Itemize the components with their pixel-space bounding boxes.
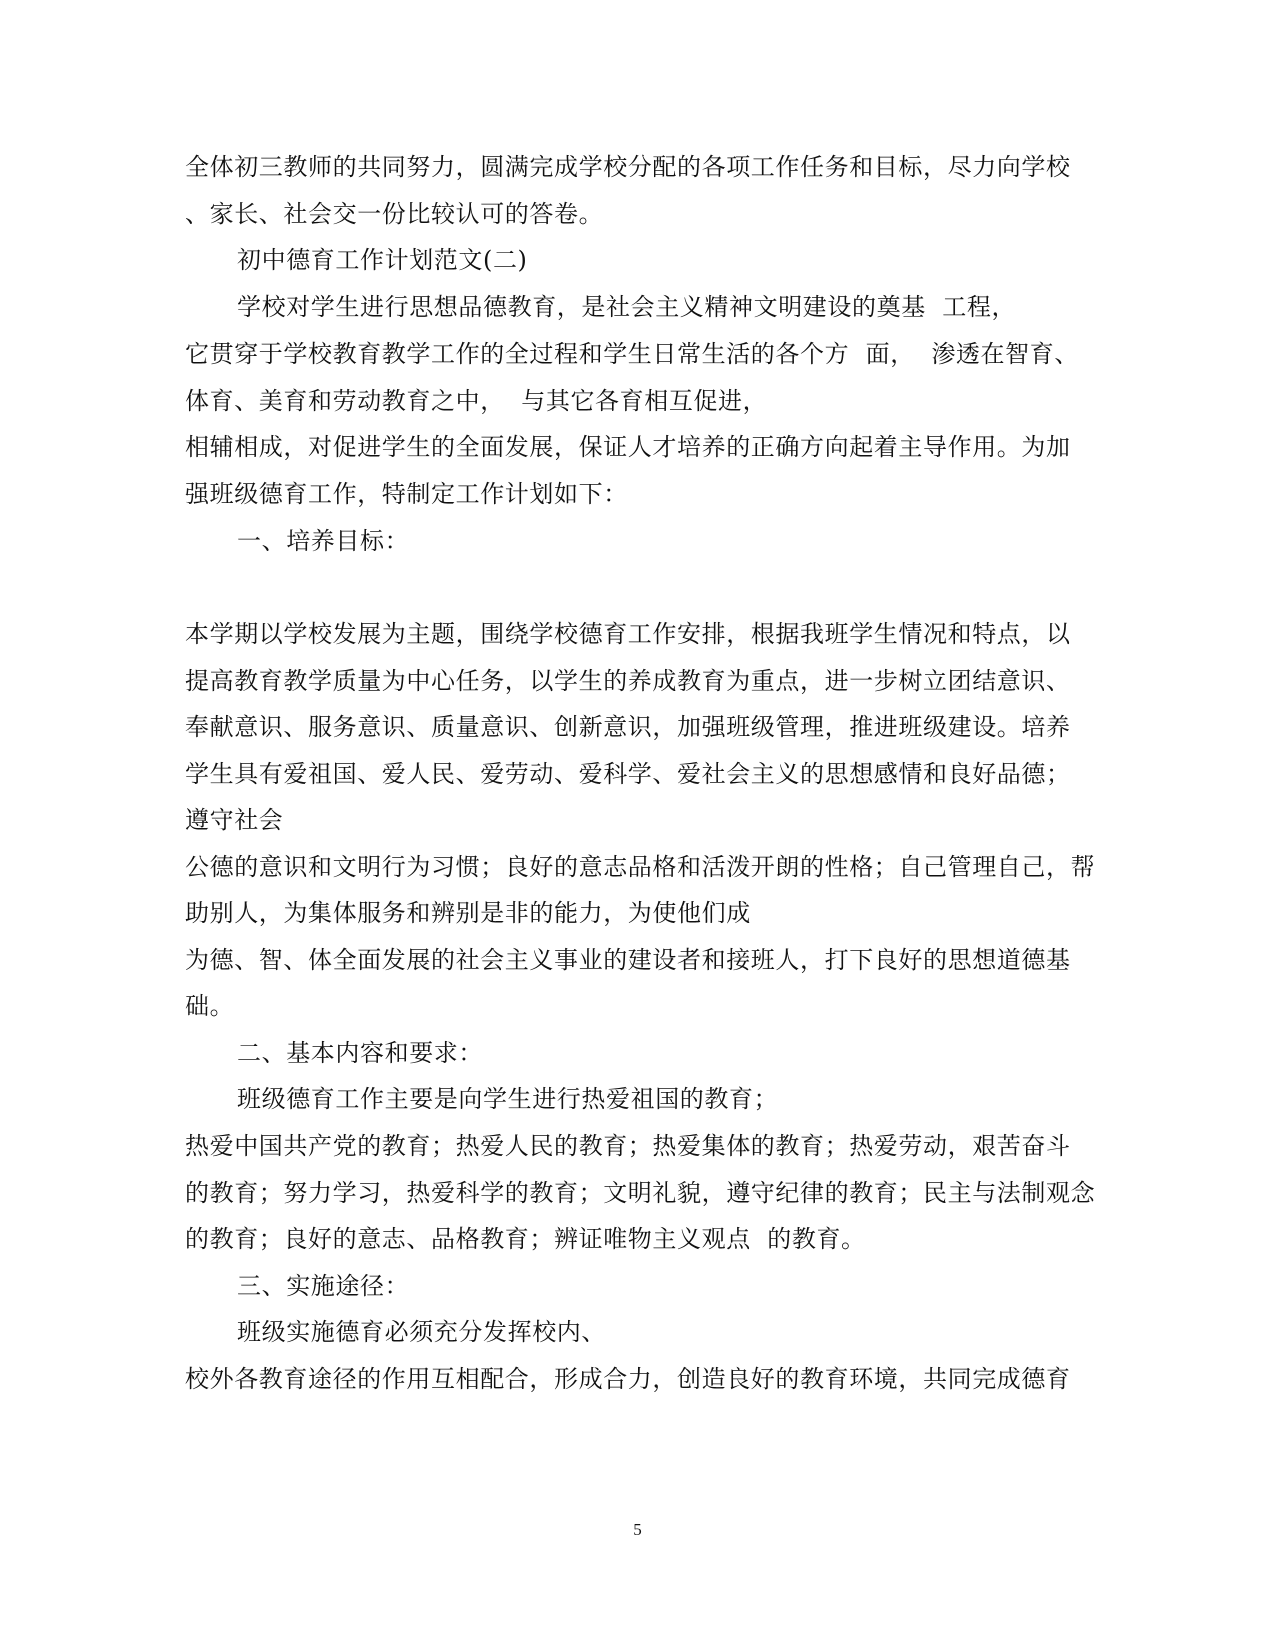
text-line: 的教育；努力学习，热爱科学的教育；文明礼貌，遵守纪律的教育；民主与法制观念 — [185, 1179, 1096, 1207]
text-line: 强班级德育工作，特制定工作计划如下： — [185, 480, 628, 508]
text-line: 为德、智、体全面发展的社会主义事业的建设者和接班人，打下良好的思想道德基 — [185, 946, 1071, 974]
text-line: 校外各教育途径的作用互相配合，形成合力，创造良好的教育环境，共同完成德育 — [185, 1365, 1071, 1393]
section-title: 初中德育工作计划范文(二) — [237, 246, 528, 274]
text-line: 提高教育教学质量为中心任务，以学生的养成教育为重点，进一步树立团结意识、 — [185, 667, 1071, 695]
section-heading: 三、实施途径： — [237, 1272, 410, 1300]
text-line: 助别人，为集体服务和辨别是非的能力，为使他们成 — [185, 899, 751, 927]
text-line: 奉献意识、服务意识、质量意识、创新意识，加强班级管理，推进班级建设。培养 — [185, 713, 1071, 741]
text-line: 学校对学生进行思想品德教育，是社会主义精神文明建设的奠基 工程， — [237, 293, 1017, 321]
section-heading: 一、培养目标： — [237, 527, 410, 555]
text-line: 体育、美育和劳动教育之中， 与其它各育相互促进， — [185, 387, 768, 415]
text-line: 班级实施德育必须充分发挥校内、 — [237, 1318, 606, 1346]
text-line: 热爱中国共产党的教育；热爱人民的教育；热爱集体的教育；热爱劳动，艰苦奋斗 — [185, 1132, 1071, 1160]
text-line: 本学期以学校发展为主题，围绕学校德育工作安排，根据我班学生情况和特点，以 — [185, 620, 1071, 648]
text-line: 相辅相成，对促进学生的全面发展，保证人才培养的正确方向起着主导作用。为加 — [185, 433, 1071, 461]
section-heading: 二、基本内容和要求： — [237, 1039, 483, 1067]
text-line: 公德的意识和文明行为习惯；良好的意志品格和活泼开朗的性格；自己管理自己，帮 — [185, 853, 1096, 881]
text-line: 、家长、社会交一份比较认可的答卷。 — [185, 200, 604, 228]
text-line: 学生具有爱祖国、爱人民、爱劳动、爱科学、爱社会主义的思想感情和良好品德； — [185, 760, 1071, 788]
text-line: 的教育；良好的意志、品格教育；辨证唯物主义观点 的教育。 — [185, 1225, 866, 1253]
page-number: 5 — [633, 1520, 642, 1539]
text-line: 班级德育工作主要是向学生进行热爱祖国的教育； — [237, 1085, 779, 1113]
text-line: 遵守社会 — [185, 806, 284, 834]
text-line: 础。 — [185, 992, 235, 1020]
text-line: 全体初三教师的共同努力，圆满完成学校分配的各项工作任务和目标，尽力向学校 — [185, 153, 1071, 181]
text-line: 它贯穿于学校教育教学工作的全过程和学生日常生活的各个方 面， 渗透在智育、 — [185, 340, 1079, 368]
